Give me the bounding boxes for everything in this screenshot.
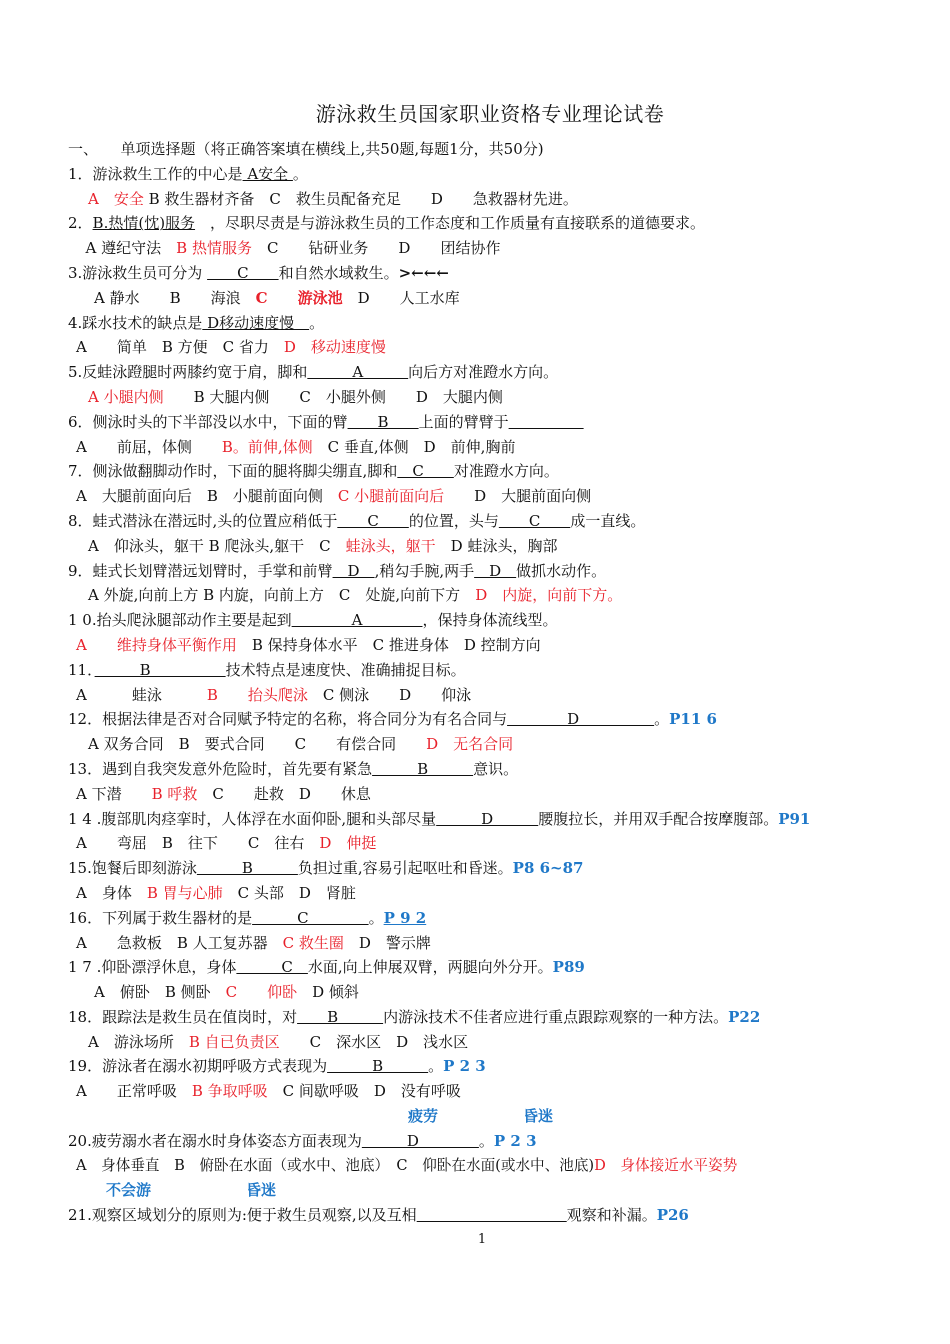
options-9: A 外旋,向前上方 B 内旋，向前上方 C 处旋,向前下方 D 内旋，向前下方。 bbox=[88, 586, 623, 605]
options-10: A 维持身体平衡作用 B 保持身体水平 C 推进身体 D 控制方向 bbox=[76, 635, 541, 654]
options-11: A 蛙泳 B 抬头爬泳 C 侧泳 D 仰泳 bbox=[76, 685, 472, 704]
answer-blank: C bbox=[498, 511, 571, 530]
options-14: A 弯屈 B 往下 C 往右 D 伸挺 bbox=[76, 834, 377, 853]
answer-blank: C bbox=[252, 908, 369, 927]
page-reference: P91 bbox=[778, 809, 811, 828]
answer-blank: A bbox=[307, 363, 409, 382]
correct-option: B 热情服务 bbox=[176, 239, 252, 258]
correct-option: A 小腿内侧 bbox=[88, 387, 164, 406]
correct-option: D 伸挺 bbox=[319, 834, 377, 853]
page-title: 游泳救生员国家职业资格专业理论试卷 bbox=[315, 102, 665, 126]
answer-blank: B bbox=[347, 412, 419, 431]
answer-blank bbox=[509, 413, 584, 431]
page-reference: P8 6~87 bbox=[512, 859, 584, 878]
options-17: A 俯卧 B 侧卧 C 仰卧 D 倾斜 bbox=[94, 983, 359, 1002]
page-number: 1 bbox=[477, 1232, 487, 1247]
correct-option: B。前伸,体侧 bbox=[221, 437, 313, 456]
question-4: 4.踩水技术的缺点是 D移动速度慢 。 bbox=[68, 313, 325, 332]
answer-blank: C bbox=[397, 462, 454, 481]
answer-blank: D bbox=[474, 561, 517, 580]
page-reference: P11 6 bbox=[669, 710, 717, 729]
question-20: 20.疲劳溺水者在溺水时身体姿态方面表现为 D 。P 2 3 bbox=[68, 1131, 537, 1150]
question-13: 13．遇到自我突发意外危险时，首先要有紧急 B 意识。 bbox=[68, 759, 519, 778]
question-8: 8．蛙式潜泳在潜远时,头的位置应稍低于 C 的位置，头与 C 成一直线。 bbox=[68, 511, 646, 530]
question-11: 11． B 技术特点是速度快、准确捕捉目标。 bbox=[68, 660, 466, 679]
correct-option: D 内旋，向前下方。 bbox=[475, 586, 623, 605]
correct-option: 蛙泳头，躯干 bbox=[345, 536, 436, 555]
handwritten-note: 疲劳 昏迷 bbox=[408, 1107, 554, 1126]
answer-blank bbox=[417, 1206, 567, 1224]
question-14: 1 4 .腹部肌肉痉挛时，人体浮在水面仰卧,腿和头部尽量 D 腰腹拉长，并用双手配合按摩腹部。P91 bbox=[68, 809, 811, 828]
options-18: A 游泳场所 B 自已负责区 C 深水区 D 浅水区 bbox=[88, 1032, 469, 1051]
options-2: A 遵纪守法 B 热情服务 C 钻研业务 D 团结协作 bbox=[85, 239, 501, 258]
answer-blank: B.热情(忱)服务 bbox=[92, 214, 196, 233]
answer-blank: D bbox=[507, 710, 655, 729]
section-heading: 一、 单项选择题（将正确答案填在横线上,共50题,每题1分，共50分) bbox=[68, 140, 544, 158]
answer-blank: D移动速度慢 bbox=[202, 313, 310, 332]
options-16: A 急救板 B 人工复苏器 C 救生圈 D 警示牌 bbox=[76, 933, 431, 952]
options-19: A 正常呼吸 B 争取呼吸 C 间歇呼吸 D 没有呼吸 bbox=[76, 1082, 461, 1101]
options-15: A 身体 B 胃与心肺 C 头部 D 肾脏 bbox=[76, 883, 356, 902]
options-1: A 安全 B 救生器材齐备 C 救生员配备充足 D 急救器材先进。 bbox=[88, 189, 578, 208]
question-3: 3.游泳救生员可分为 C 和自然水域救生。>←←← bbox=[68, 263, 449, 282]
options-5: A 小腿内侧 B 大腿内侧 C 小腿外侧 D 大腿内侧 bbox=[88, 387, 503, 406]
question-6: 6．侧泳时头的下半部没以水中，下面的臂 B 上面的臂臂于 bbox=[68, 410, 928, 435]
options-6: A 前屈，体侧 B。前伸,体侧 C 垂直,体侧 D 前伸,胸前 bbox=[76, 437, 516, 456]
question-2: 2．B.热情(忱)服务 ，尽职尽责是与游泳救生员的工作态度和工作质量有直接联系的道德要求。 bbox=[68, 214, 706, 233]
question-1: 1．游泳救生工作的中心是 A安全 。 bbox=[68, 164, 308, 183]
question-19: 19．游泳者在溺水初期呼吸方式表现为 B 。P 2 3 bbox=[68, 1057, 486, 1076]
answer-blank: D bbox=[361, 1131, 479, 1150]
answer-blank: B bbox=[297, 1007, 384, 1026]
correct-option: B 自已负责区 bbox=[188, 1032, 280, 1051]
question-21: 21.观察区域划分的原则为:便于救生员观察,以及互相 观察和补漏。P26 bbox=[68, 1206, 689, 1225]
correct-option: C 游泳池 bbox=[255, 288, 343, 307]
question-10: 1 0.抬头爬泳腿部动作主要是起到 A ，保持身体流线型。 bbox=[68, 611, 558, 630]
options-3: A 静水 B 海浪 C 游泳池 D 人工水库 bbox=[94, 288, 460, 307]
page-reference: P26 bbox=[656, 1206, 689, 1225]
correct-option: A 安全 bbox=[88, 189, 144, 208]
question-12: 12．根据法律是否对合同赋予特定的名称，将合同分为有名合同与 D 。P11 6 bbox=[68, 710, 717, 729]
question-list bbox=[68, 137, 928, 1228]
options-12: A 双务合同 B 要式合同 C 有偿合同 D 无名合同 bbox=[88, 735, 514, 754]
correct-option: B 抬头爬泳 bbox=[206, 685, 308, 704]
page-reference: P22 bbox=[728, 1007, 761, 1026]
page-reference: P 9 2 bbox=[383, 908, 427, 927]
correct-option: B 呼救 bbox=[151, 784, 198, 803]
arrow-marks: >←←← bbox=[398, 263, 449, 282]
question-17: 1 7 .仰卧漂浮休息，身体 C 水面,向上伸展双臂，两腿向外分开。P89 bbox=[68, 958, 585, 977]
handwritten-note: 不会游 昏迷 bbox=[106, 1181, 277, 1200]
question-18: 18．跟踪法是救生员在值岗时，对 B 内游泳技术不佳者应进行重点跟踪观察的一种方法。P22 bbox=[68, 1007, 761, 1026]
answer-blank: D bbox=[332, 561, 375, 580]
options-4: A 简单 B 方便 C 省力 D 移动速度慢 bbox=[76, 338, 386, 357]
answer-blank: B bbox=[327, 1057, 429, 1076]
correct-option: B 争取呼吸 bbox=[191, 1082, 268, 1101]
answer-blank: B bbox=[196, 859, 298, 878]
question-15: 15.饱餐后即刻游泳 B 负担过重,容易引起呕吐和昏迷。P8 6~87 bbox=[68, 859, 584, 878]
correct-option: A 维持身体平衡作用 bbox=[76, 635, 237, 654]
question-5: 5.反蛙泳蹬腿时两膝约宽于肩，脚和 A 向后方对准蹬水方向。 bbox=[68, 363, 559, 382]
options-13: A 下潜 B 呼救 C 赴救 D 休息 bbox=[76, 784, 371, 803]
correct-option: C 仰卧 bbox=[225, 983, 298, 1002]
question-9: 9．蛙式长划臂潜远划臂时，手掌和前臂 D ,稍勾手腕,两手 D 做抓水动作。 bbox=[68, 561, 607, 580]
options-8: A 仰泳头，躯干 B 爬泳头,躯干 C 蛙泳头，躯干 D 蛙泳头，胸部 bbox=[88, 536, 558, 555]
page-reference: P 2 3 bbox=[493, 1131, 537, 1150]
correct-option: D 移动速度慢 bbox=[283, 338, 386, 357]
correct-option: C 小腿前面向后 bbox=[337, 487, 445, 506]
options-7: A 大腿前面向后 B 小腿前面向侧 C 小腿前面向后 D 大腿前面向侧 bbox=[76, 487, 592, 506]
page-reference: P89 bbox=[552, 958, 585, 977]
answer-blank: C bbox=[207, 263, 279, 282]
answer-blank: C bbox=[236, 958, 308, 977]
correct-option: D 无名合同 bbox=[426, 735, 514, 754]
answer-blank: B bbox=[94, 660, 226, 679]
question-7: 7．侧泳做翻脚动作时，下面的腿将脚尖绷直,脚和 C 对准蹬水方向。 bbox=[68, 462, 559, 481]
answer-blank: C bbox=[337, 511, 409, 530]
options-20: A 身体垂直 B 俯卧在水面（或水中、池底） C 仰卧在水面(或水中、池底)D 身体接近水平姿势 bbox=[76, 1156, 738, 1174]
correct-option: B 胃与心肺 bbox=[146, 883, 223, 902]
question-16: 16．下列属于救生器材的是 C 。P 9 2 bbox=[68, 908, 427, 927]
answer-blank: B bbox=[372, 759, 474, 778]
correct-option: C 救生圈 bbox=[282, 933, 344, 952]
page-reference: P 2 3 bbox=[443, 1057, 486, 1076]
correct-option: D 身体接近水平姿势 bbox=[594, 1156, 738, 1174]
answer-blank: A bbox=[291, 611, 423, 630]
answer-blank: D bbox=[436, 809, 539, 828]
answer-blank: A安全 bbox=[242, 164, 293, 183]
